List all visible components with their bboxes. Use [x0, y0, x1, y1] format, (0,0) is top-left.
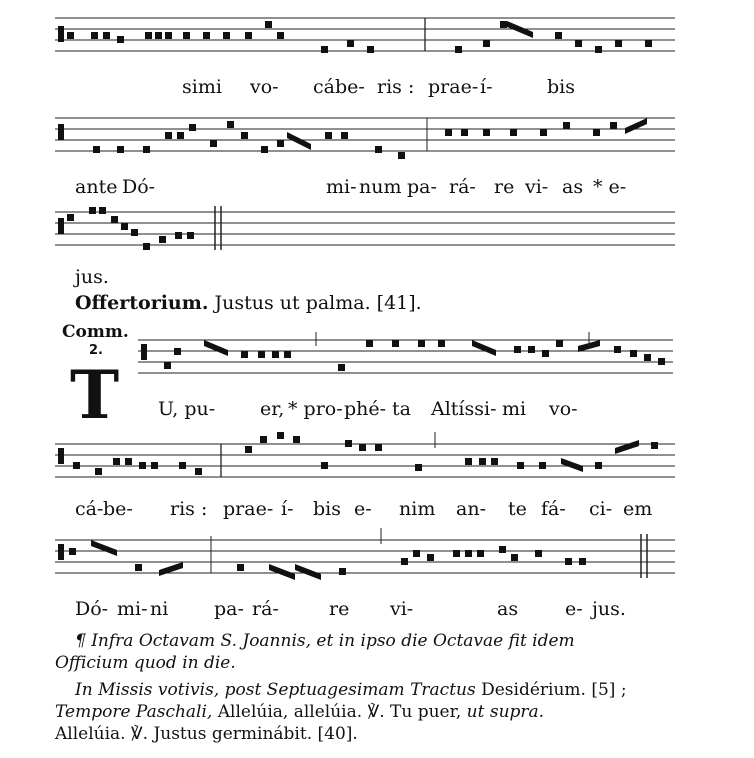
syllable: vo-: [549, 398, 578, 420]
paschal-line: [55, 702, 544, 722]
staff-lines: [55, 18, 675, 58]
syllable: bis: [547, 76, 575, 98]
syllable: prae-: [428, 76, 479, 98]
ut-supra: ut supra.: [466, 702, 545, 722]
syllable: ci-: [589, 498, 613, 520]
syllable: phé-: [344, 398, 387, 420]
staff-lines: [55, 540, 675, 580]
lyrics-line-4: [0, 398, 754, 422]
lyrics-line-6: [0, 598, 754, 622]
votive-line: [75, 680, 627, 700]
syllable: nim: [399, 498, 436, 520]
lyrics-line-5: [0, 498, 754, 522]
last-versicle: ℣.: [130, 724, 149, 744]
syllable: í-: [281, 498, 294, 520]
syllable: em: [623, 498, 653, 520]
rubric-line-2: Officium quod in die.: [55, 653, 236, 673]
syllable: te: [508, 498, 527, 520]
last-alleluia: Allelúia.: [55, 724, 126, 744]
syllable: jus.: [75, 266, 109, 288]
paschal-italic: Tempore Paschali,: [55, 702, 213, 722]
rubric-line-1: ¶ Infra Octavam S. Joannis, et in ipso die Octavae fit idem: [75, 631, 575, 651]
syllable: prae-: [223, 498, 274, 520]
lyrics-line-1: [0, 76, 754, 100]
offertory-line: [75, 292, 422, 314]
syllable: bis: [313, 498, 341, 520]
staff-system-4: [138, 340, 673, 380]
syllable: cábe-: [313, 76, 365, 98]
staff-system-5: [55, 444, 675, 484]
syllable: num: [359, 176, 402, 198]
syllable: rá-: [252, 598, 279, 620]
syllable: as: [562, 176, 584, 198]
staff-lines: [55, 118, 675, 158]
syllable: pa-: [407, 176, 437, 198]
staff-system-1: [55, 18, 675, 58]
syllable: re: [494, 176, 515, 198]
syllable: simi: [182, 76, 222, 98]
syllable: ni: [150, 598, 169, 620]
paschal-tail: Tu puer,: [390, 702, 462, 722]
syllable: er,: [260, 398, 285, 420]
offertory-label: Offertorium.: [75, 292, 209, 314]
syllable: vi-: [525, 176, 549, 198]
syllable: be-: [103, 498, 133, 520]
syllable: re: [329, 598, 350, 620]
syllable: í-: [480, 76, 493, 98]
syllable: vo-: [250, 76, 279, 98]
initial-letter: T: [70, 356, 120, 434]
syllable: mi-: [117, 598, 148, 620]
syllable: Dó-: [122, 176, 156, 198]
syllable: e-: [565, 598, 583, 620]
syllable: ante: [75, 176, 118, 198]
staff-lines: [55, 212, 675, 252]
staff-lines: [55, 444, 675, 484]
syllable: rá-: [449, 176, 476, 198]
syllable: ris :: [377, 76, 415, 98]
lyrics-line-2: [0, 176, 754, 200]
syllable: U, pu-: [158, 398, 216, 420]
syllable: as: [497, 598, 519, 620]
staff-system-2: [55, 118, 675, 158]
last-line: [55, 724, 358, 744]
staff-lines: [138, 340, 673, 380]
syllable: Altíssi-: [431, 398, 497, 420]
syllable: e-: [354, 498, 372, 520]
syllable: vi-: [390, 598, 414, 620]
syllable: mi-: [326, 176, 357, 198]
syllable: Dó-: [75, 598, 109, 620]
syllable: ta: [392, 398, 411, 420]
staff-system-3: [55, 212, 675, 252]
lyrics-line-3: [0, 266, 754, 290]
offertory-text: Justus ut palma. [41].: [214, 292, 422, 314]
votive-italic: In Missis votivis, post Septuagesimam Tractus: [75, 680, 476, 700]
syllable: cá-: [75, 498, 104, 520]
syllable: * pro-: [288, 398, 343, 420]
syllable: an-: [456, 498, 486, 520]
syllable: * e-: [593, 176, 627, 198]
communion-label: Comm.: [62, 322, 129, 342]
paschal-rest: Allelúia, allelúia.: [217, 702, 363, 722]
syllable: fá-: [541, 498, 566, 520]
syllable: ris :: [170, 498, 208, 520]
syllable: mi: [502, 398, 527, 420]
syllable: pa-: [214, 598, 244, 620]
communion-mode: 2.: [89, 343, 103, 358]
votive-rest: Desidérium. [5] ;: [481, 680, 627, 700]
syllable: jus.: [592, 598, 626, 620]
last-text: Justus germinábit. [40].: [153, 724, 358, 744]
clef: [58, 26, 64, 42]
staff-system-6: [55, 540, 675, 580]
versicle-symbol: ℣.: [367, 702, 385, 722]
